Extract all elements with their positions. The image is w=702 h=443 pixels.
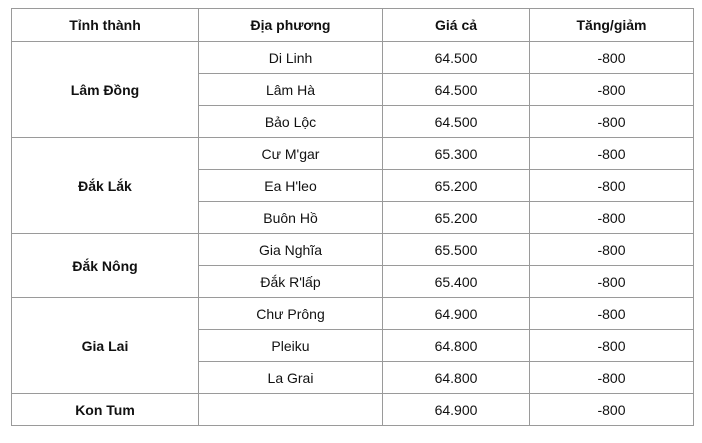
province-cell: Kon Tum <box>12 394 199 426</box>
locality-cell: Cư M'gar <box>199 138 383 170</box>
price-cell: 65.300 <box>383 138 530 170</box>
change-cell: -800 <box>530 106 694 138</box>
change-cell: -800 <box>530 362 694 394</box>
change-cell: -800 <box>530 234 694 266</box>
locality-cell: Đắk R'lấp <box>199 266 383 298</box>
locality-cell: Lâm Hà <box>199 74 383 106</box>
locality-cell: Di Linh <box>199 42 383 74</box>
province-cell: Đắk Lắk <box>12 138 199 234</box>
province-cell: Đắk Nông <box>12 234 199 298</box>
table-row <box>12 138 694 170</box>
change-cell: -800 <box>530 266 694 298</box>
price-cell: 65.200 <box>383 170 530 202</box>
locality-cell: Bảo Lộc <box>199 106 383 138</box>
price-cell: 65.500 <box>383 234 530 266</box>
change-cell: -800 <box>530 202 694 234</box>
header-change: Tăng/giảm <box>530 9 694 42</box>
price-cell: 65.400 <box>383 266 530 298</box>
price-cell: 64.800 <box>383 362 530 394</box>
header-row <box>12 9 694 42</box>
locality-cell <box>199 394 383 426</box>
header-price: Giá cả <box>383 9 530 42</box>
change-cell: -800 <box>530 170 694 202</box>
price-cell: 64.900 <box>383 298 530 330</box>
locality-cell: Chư Prông <box>199 298 383 330</box>
locality-cell: Buôn Hồ <box>199 202 383 234</box>
change-cell: -800 <box>530 330 694 362</box>
table-row <box>12 298 694 330</box>
table-row <box>12 394 694 426</box>
province-cell: Gia Lai <box>12 298 199 394</box>
change-cell: -800 <box>530 74 694 106</box>
price-cell: 64.500 <box>383 74 530 106</box>
price-cell: 64.800 <box>383 330 530 362</box>
locality-cell: Ea H'leo <box>199 170 383 202</box>
change-cell: -800 <box>530 298 694 330</box>
change-cell: -800 <box>530 394 694 426</box>
header-province: Tỉnh thành <box>12 9 199 42</box>
change-cell: -800 <box>530 42 694 74</box>
change-cell: -800 <box>530 138 694 170</box>
price-cell: 64.900 <box>383 394 530 426</box>
header-locality: Địa phương <box>199 9 383 42</box>
price-cell: 64.500 <box>383 106 530 138</box>
locality-cell: Gia Nghĩa <box>199 234 383 266</box>
locality-cell: La Grai <box>199 362 383 394</box>
province-cell: Lâm Đồng <box>12 42 199 138</box>
locality-cell: Pleiku <box>199 330 383 362</box>
price-cell: 65.200 <box>383 202 530 234</box>
price-cell: 64.500 <box>383 42 530 74</box>
coffee-price-table <box>11 8 694 426</box>
table-row <box>12 42 694 74</box>
table-row <box>12 234 694 266</box>
